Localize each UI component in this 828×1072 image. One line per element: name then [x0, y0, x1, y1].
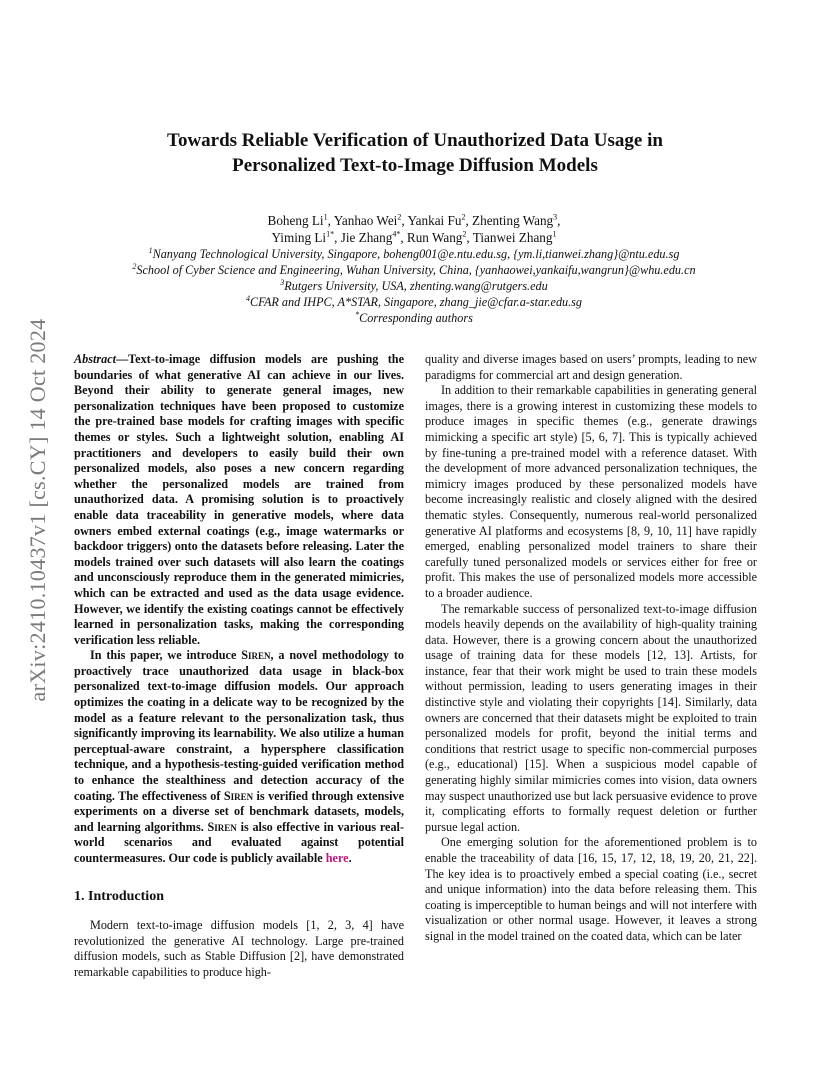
right-column [425, 352, 757, 945]
body-paragraph: quality and diverse images based on users’ prompts, leading to new paradigms for commercial art and design generation. [425, 352, 757, 382]
affiliations: $^1$Nanyang Technological University, Singapore, boheng001@e.ntu.edu.sg, {ym.li,tianwei.zhang}@ntu.edu.sg $^2$School of Cyber Science and Engineering, Wuhan University, China, {yanhaowei,yankaifu,wangrun}@whu.edu.cn $^3$Rutgers University, USA, zhenting.wang@rutgers.edu $^4$CFAR and IHPC, A*STAR, Singapore, zhang_jie@cfar.a-star.edu.sg *Corresponding authors [132, 245, 696, 325]
abstract-paragraph-1: Abstract—Text-to-image diffusion models are pushing the boundaries of what generative AI can achieve in our lives. Beyond their ability to generate general images, new personalization techniques have been proposed to customize the pre-trained base models for crafting images with specific themes or styles. Such a lightweight solution, enabling AI practitioners and developers to easily build their own personalized models, also poses a new concern regarding whether the personalized models are trained from unauthorized data. A promising solution is to proactively enable data traceability in generative models, where data owners embed external coatings (e.g., image watermarks or backdoor triggers) onto the datasets before releasing. Later the models trained over such datasets will also learn the coatings and unconsciously reproduce them in the generated mimicries, which can be extracted and used as the data usage evidence. However, we identify the existing coatings cannot be effectively learned in personalization tasks, making the corresponding verification less reliable. [74, 352, 404, 647]
arxiv-sidebar [8, 300, 68, 720]
abstract-label: Abstract [74, 352, 116, 366]
left-column [74, 352, 404, 981]
code-link[interactable]: here [325, 851, 349, 865]
author: Yanhao Wei [333, 213, 398, 228]
intro-paragraph: Modern text-to-image diffusion models [1, 2, 3, 4] have revolutionized the generative AI technology. Large pre-trained diffusion models, such as Stable Diffusion [2], have demonstrated remarkable capabilities to produce high- [74, 918, 404, 979]
body-paragraph: In addition to their remarkable capabilities in generating general images, there is a growing interest in customizing these models to produce images in specific themes (e.g., generate drawings mimicking a specific art style) [5, 6, 7]. This is typically achieved by fine-tuning a pre-trained model with a reference dataset. With the development of more advanced personalization techniques, the mimicry images produced by these personalized models have become increasingly realistic and closely aligned with the desired thematic styles. Consequently, numerous real-world personalized generative AI platforms and ecosystems [8, 9, 10, 11] have rapidly emerged, enabling personalized model trainers to share their carefully tuned personalized models or services either for free or profit. This makes the use of personalized models more accessible to a broader audience. [425, 383, 757, 600]
author: Yiming Li [271, 230, 327, 245]
author: Zhenting Wang [472, 213, 554, 228]
author: Jie Zhang [340, 230, 393, 245]
author: Yankai Fu [407, 213, 462, 228]
corresponding-note: Corresponding authors [359, 311, 473, 325]
author: Run Wang [406, 230, 463, 245]
affiliation: School of Cyber Science and Engineering, Wuhan University, China, {yanhaowei,yankaifu,wangrun}@whu.edu.cn [136, 263, 696, 277]
section-heading: 1. Introduction [74, 888, 164, 904]
author: Boheng Li [267, 213, 324, 228]
arxiv-id: arXiv:2410.10437v1 [cs.CY] 14 Oct 2024 [25, 318, 50, 702]
body-paragraph: The remarkable success of personalized text-to-image diffusion models heavily depends on the availability of high-quality training data. However, there is a growing concern about the unauthorized usage of training data for these models [12, 13]. Artists, for instance, fear that their work might be used to train these models without permission, leading to users generating images in their distinctive style and violating their copyrights [14]. Similarly, data owners are concerned that their datasets might be exploited to train personalized models for profit, beyond the initial terms and conditions that restrict usage to specific non-commercial purposes (e.g., educational) [15]. When a suspicious model capable of generating highly similar mimicries comes into vision, data owners may suspect unauthorized use but lack persuasive evidence to prove it, complicating efforts to formally request deletion or further pursue legal action. [425, 601, 757, 834]
affiliation: Nanyang Technological University, Singapore, boheng001@e.ntu.edu.sg, {ym.li,tianwei.zhang}@ntu.edu.sg [152, 247, 680, 261]
paper-title: Towards Reliable Verification of Unauthorized Data Usage in Personalized Text-to-Image Diffusion Models [167, 130, 663, 176]
affiliation: Rutgers University, USA, zhenting.wang@rutgers.edu [284, 279, 548, 293]
affiliation: CFAR and IHPC, A*STAR, Singapore, zhang_jie@cfar.a-star.edu.sg [249, 295, 583, 309]
body-paragraph: One emerging solution for the aforementioned problem is to enable the traceability of data [16, 15, 17, 12, 18, 19, 20, 21, 22]. The key idea is to proactively embed a special coating (i.e., secret and unique information) into the data before releasing them. This coating is imperceptible to human beings and will not interfere with visualization or other normal usage. However, it leaves a strong signal in the model trained on the coated data, which can be later [425, 835, 757, 943]
author-list: Boheng Li$^1$, Yanhao Wei$^2$, Yankai Fu$^2$, Zhenting Wang$^3$, Yiming $Li^{1*}$, Jie Zhang$^{4*}$, Run Wang$^2$, Tianwei Zhang$^1$ [267, 212, 561, 245]
abstract-paragraph-2: In this paper, we introduce Siren, a novel methodology to proactively trace unauthorized data usage in black-box personalized text-to-image diffusion models. Our approach optimizes the coating in a delicate way to be recognized by the model as a feature relevant to the personalization task, thus significantly improving its learnability. We also utilize a human perceptual-aware constraint, a hypersphere classification technique, and a hypothesis-testing-guided verification method to enhance the stealthiness and detection accuracy of the coating. The effectiveness of Siren is verified through extensive experiments on a diverse set of benchmark datasets, models, and learning algorithms. Siren is also effective in various real-world scenarios and evaluated against potential countermeasures. Our code is publicly available here. [74, 648, 405, 865]
author: Tianwei Zhang [472, 230, 553, 245]
